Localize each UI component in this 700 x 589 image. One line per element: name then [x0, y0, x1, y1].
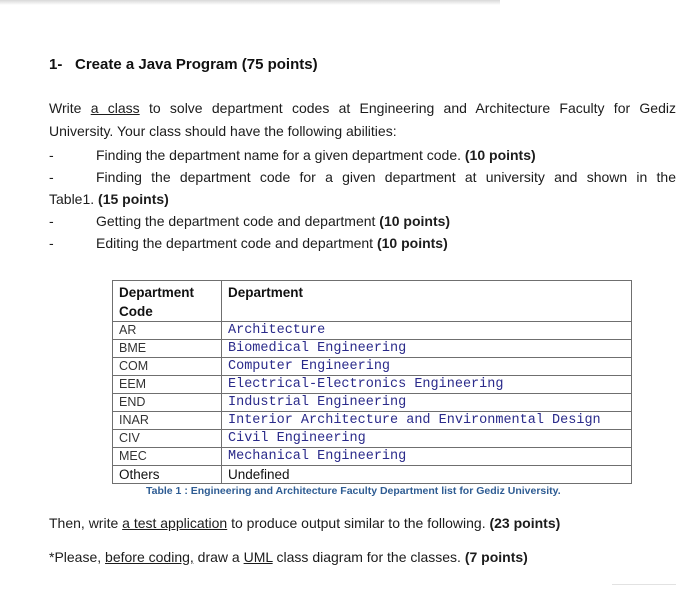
- uml-text-mid: draw a: [193, 549, 244, 565]
- ability-1-points: (10 points): [464, 147, 536, 163]
- table-row: [113, 376, 632, 394]
- department-table: [112, 280, 632, 484]
- intro-line-1: [49, 100, 676, 116]
- bullet-dash: -: [49, 147, 54, 163]
- cell-code: AR: [113, 322, 222, 340]
- then-text-post: to produce output similar to the following.: [227, 515, 490, 531]
- intro-text-pre: Write: [49, 100, 91, 116]
- cell-department: Interior Architecture and Environmental Design: [222, 412, 632, 430]
- header-code: Department Code: [113, 281, 222, 322]
- bullet-dash: -: [49, 213, 54, 229]
- cell-department: Biomedical Engineering: [222, 340, 632, 358]
- uml-points: (7 points): [464, 549, 528, 565]
- cell-department: Civil Engineering: [222, 430, 632, 448]
- cell-department: Computer Engineering: [222, 358, 632, 376]
- a-class-link: a class: [90, 100, 140, 116]
- table-row: [113, 430, 632, 448]
- ability-3-text: Getting the department code and department: [96, 213, 380, 229]
- cell-department: Architecture: [222, 322, 632, 340]
- header-department: Department: [222, 281, 632, 322]
- ability-1-text: Finding the department name for a given department code.: [96, 147, 465, 163]
- cell-code: INAR: [113, 412, 222, 430]
- then-points: (23 points): [489, 515, 561, 531]
- section-number: 1-: [49, 56, 63, 73]
- table-row: [113, 322, 632, 340]
- cell-department: Mechanical Engineering: [222, 448, 632, 466]
- table-row: [113, 412, 632, 430]
- table-row: [113, 340, 632, 358]
- ability-3-points: (10 points): [379, 213, 451, 229]
- cell-code: COM: [113, 358, 222, 376]
- before-coding-link: before coding,: [105, 549, 194, 565]
- top-divider: [0, 0, 500, 5]
- ability-2-points: (15 points): [98, 191, 169, 207]
- cell-department: Undefined: [222, 466, 632, 484]
- then-paragraph: [49, 515, 560, 531]
- table-row: [113, 394, 632, 412]
- uml-text-pre: *Please,: [49, 549, 106, 565]
- bullet-dash: -: [49, 235, 54, 251]
- ability-2-cont: [49, 191, 169, 207]
- test-application-link: a test application: [122, 515, 228, 531]
- uml-text-post: class diagram for the classes.: [272, 549, 465, 565]
- cell-code: MEC: [113, 448, 222, 466]
- cell-code: EEM: [113, 376, 222, 394]
- cell-code: BME: [113, 340, 222, 358]
- uml-link: UML: [243, 549, 273, 565]
- ability-4-points: (10 points): [376, 235, 448, 251]
- table-header-row: [113, 281, 632, 322]
- bottom-divider: [612, 584, 676, 585]
- intro-text-post: to solve department codes at Engineering and Architecture Faculty for Gediz: [139, 100, 676, 116]
- then-text-pre: Then, write: [49, 515, 123, 531]
- ability-4: [96, 235, 448, 251]
- uml-paragraph: [49, 549, 528, 565]
- ability-4-text: Editing the department code and department: [96, 235, 377, 251]
- intro-line-2: University. Your class should have the following abilities:: [49, 123, 397, 139]
- ability-2: Finding the department code for a given department at university and shown in the: [96, 169, 676, 185]
- table-row: [113, 466, 632, 484]
- ability-2-cont-text: Table1.: [49, 191, 99, 207]
- ability-1: [96, 147, 536, 163]
- cell-department: Industrial Engineering: [222, 394, 632, 412]
- cell-code: END: [113, 394, 222, 412]
- section-heading: [49, 56, 318, 73]
- cell-department: Electrical-Electronics Engineering: [222, 376, 632, 394]
- table-row: [113, 448, 632, 466]
- cell-code: Others: [113, 466, 222, 484]
- ability-3: [96, 213, 450, 229]
- bullet-dash: -: [49, 169, 54, 185]
- cell-code: CIV: [113, 430, 222, 448]
- table-caption: Table 1 : Engineering and Architecture Faculty Department list for Gediz University.: [146, 485, 561, 497]
- table-row: [113, 358, 632, 376]
- section-title: Create a Java Program (75 points): [75, 56, 318, 73]
